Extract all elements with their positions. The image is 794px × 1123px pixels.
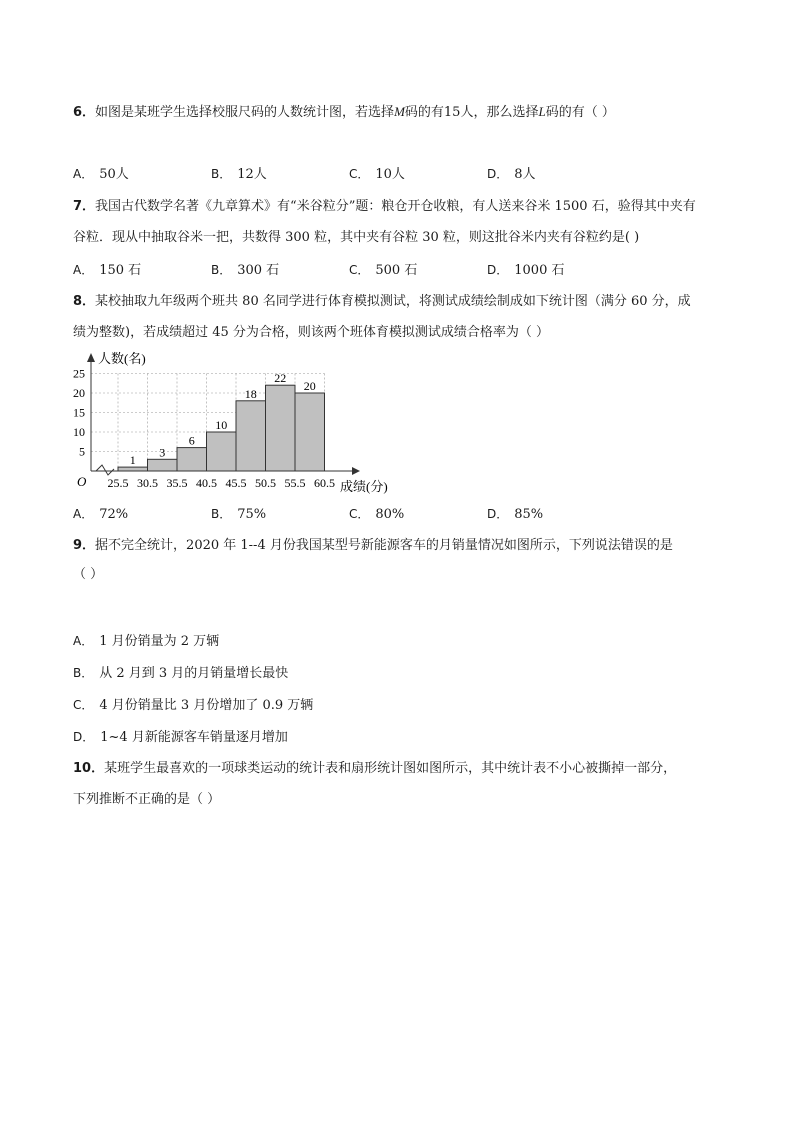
q9-number: 9． [73, 538, 96, 553]
x-tick-label: 50.5 [255, 476, 276, 490]
x-tick-label: 25.5 [107, 476, 129, 490]
q8-option-b[interactable]: B． 75% [211, 507, 267, 522]
q6-text-a: 如图是某班学生选择校服尺码的人数统计图，若选择 [95, 105, 395, 120]
q8-number: 8． [73, 294, 96, 309]
y-tick-label: 10 [73, 425, 85, 439]
q10-number: 10． [73, 761, 105, 776]
q6-option-c[interactable]: C． 10人 [349, 167, 405, 182]
y-axis-arrow [87, 353, 95, 362]
q10-stem-line2: 下列推断不正确的是（ ） [73, 792, 221, 807]
bar-value-label: 18 [244, 386, 257, 401]
q6-option-d[interactable]: D． 8人 [487, 167, 536, 182]
q8-stem-line1: 8．某校抽取九年级两个班共 80 名同学进行体育模拟测试，将测试成绩绘制成如下统计图（满分 60 分，成 [73, 294, 691, 309]
q6-text-c: 码的有（ ） [545, 105, 615, 120]
histogram-bar [266, 385, 296, 471]
x-tick-label: 30.5 [137, 476, 158, 490]
q9-option-a[interactable]: A． 1 月份销量为 2 万辆 [73, 634, 220, 649]
q9-stem-line1: 9．据不完全统计，2020 年 1--4 月份我国某型号新能源客车的月销量情况如图所示，下列说法错误的是 [73, 538, 673, 553]
x-tick-label: 40.5 [196, 476, 217, 490]
bar-value-label: 1 [129, 453, 136, 468]
x-axis-title: 成绩(分) [340, 479, 388, 494]
q7-option-d[interactable]: D． 1000 石 [487, 263, 565, 278]
histogram-bar [118, 467, 148, 471]
q6-text-b: 码的有15人，那么选择 [404, 105, 539, 120]
q8-stem-line2: 绩为整数)，若成绩超过 45 分为合格，则该两个班体育模拟测试成绩合格率为（ ） [73, 325, 550, 340]
q6-option-a[interactable]: A． 50人 [73, 167, 129, 182]
q9-option-b[interactable]: B． 从 2 月到 3 月的月销量增长最快 [73, 666, 289, 681]
q6-option-b[interactable]: B． 12人 [211, 167, 267, 182]
q9-stem-line2: （ ） [73, 567, 104, 582]
y-tick-label: 20 [73, 386, 85, 400]
q8-option-d[interactable]: D． 85% [487, 507, 544, 522]
histogram-labels [73, 351, 388, 494]
q7-stem-line1: 7．我国古代数学名著《九章算术》有“米谷粒分”题：粮仓开仓收粮，有人送来谷米 1500 石，验得其中夹有 [73, 199, 696, 214]
bar-value-label: 6 [188, 433, 195, 448]
histogram-bar [148, 459, 178, 471]
y-tick-label: 5 [79, 444, 85, 459]
bar-value-label: 3 [159, 445, 166, 460]
axis-break-mark [96, 465, 114, 475]
histogram-bar [295, 393, 325, 471]
q7-option-b[interactable]: B． 300 石 [211, 263, 280, 278]
q8-option-c[interactable]: C． 80% [349, 507, 405, 522]
score-histogram [0, 0, 794, 520]
q6-var-m: M [394, 104, 405, 119]
histogram-bar [177, 448, 207, 471]
bar-value-label: 20 [303, 379, 316, 393]
q7-number: 7． [73, 199, 96, 214]
bar-value-label: 10 [215, 418, 228, 432]
x-tick-label: 35.5 [166, 476, 188, 490]
origin-label: O [77, 474, 87, 489]
x-tick-label: 60.5 [314, 476, 335, 490]
y-tick-label: 15 [73, 405, 85, 420]
bar-value-label: 22 [274, 371, 287, 386]
q7-stem-line2: 谷粒．现从中抽取谷米一把，共数得 300 粒，其中夹有谷粒 30 粒，则这批谷米内夹有谷粒约是( ) [73, 230, 640, 245]
histogram-bar [236, 401, 266, 471]
y-tick-label: 25 [73, 366, 85, 381]
histogram-bar [207, 432, 237, 471]
q9-option-d[interactable]: D． 1~4 月新能源客车销量逐月增加 [73, 730, 288, 745]
x-tick-label: 45.5 [225, 476, 247, 490]
x-tick-label: 55.5 [284, 476, 306, 490]
y-axis-title: 人数(名) [98, 351, 146, 366]
q9-option-c[interactable]: C． 4 月份销量比 3 月份增加了 0.9 万辆 [73, 698, 314, 713]
q8-option-a[interactable]: A． 72% [73, 507, 129, 522]
q6-number: 6． [73, 105, 96, 120]
q10-stem-line1: 10．某班学生最喜欢的一项球类运动的统计表和扇形统计图如图所示，其中统计表不小心被撕掉一部分， [73, 761, 677, 776]
q6-var-l: L [538, 104, 546, 119]
x-axis-arrow [352, 467, 360, 475]
q7-option-a[interactable]: A． 150 石 [73, 263, 142, 278]
q7-option-c[interactable]: C． 500 石 [349, 263, 418, 278]
